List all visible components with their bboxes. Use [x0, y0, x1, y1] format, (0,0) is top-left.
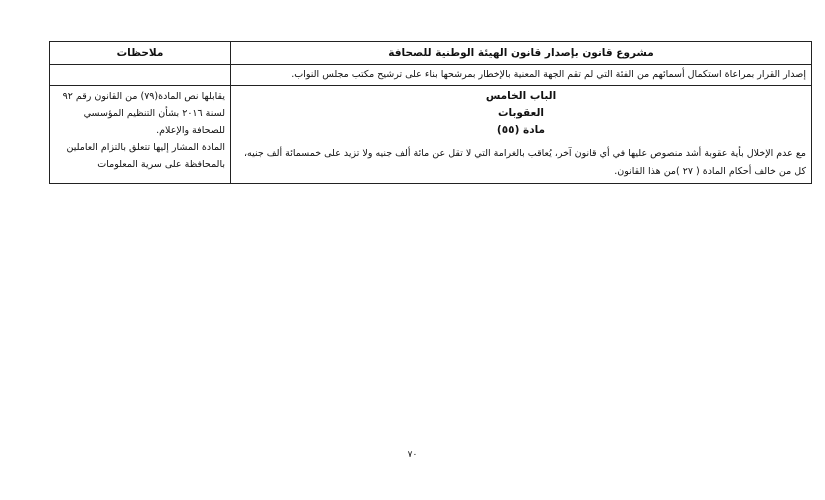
note-paragraph: يقابلها نص المادة(٧٩) من القانون رقم ٩٢ لسنة ٢٠١٦ بشأن التنظيم المؤسسي للصحافة والإعلام. — [62, 91, 225, 136]
header-notes: ملاحظات — [50, 42, 231, 65]
article-notes-cell — [50, 86, 231, 184]
article-cell — [231, 86, 812, 184]
note-paragraph: المادة المشار إليها تتعلق بالتزام العاملين بالمحافظة على سرية المعلومات — [66, 142, 225, 170]
page-number: ٧٠ — [407, 450, 418, 460]
intro-text: إصدار القرار بمراعاة استكمال أسمائهم من الفئة التي لم تقم الجهة المعنية بالإخطار بمرشحها بناء على ترشيح مكتب مجلس النواب. — [231, 65, 812, 86]
table-header-row — [50, 42, 812, 65]
part-subtitle: العقوبات — [497, 107, 545, 119]
intro-notes-cell — [50, 65, 231, 86]
part-title: الباب الخامس — [485, 90, 557, 102]
article-title: مادة (٥٥) — [496, 124, 546, 136]
comparison-table — [49, 41, 812, 184]
article-notes — [55, 88, 225, 173]
header-bill-title: مشروع قانون بإصدار قانون الهيئة الوطنية للصحافة — [231, 42, 812, 65]
article-body: مع عدم الإخلال بأية عقوبة أشد منصوص عليها في أي قانون آخر، يُعاقب بالغرامة التي لا تقل عن مائة ألف جنيه ولا تزيد على خمسمائة ألف جنيه، كل من خالف أحكام المادة ( ٢٧ )من هذا القانون. — [243, 148, 806, 177]
intro-row — [50, 65, 812, 86]
article-row — [50, 86, 812, 184]
